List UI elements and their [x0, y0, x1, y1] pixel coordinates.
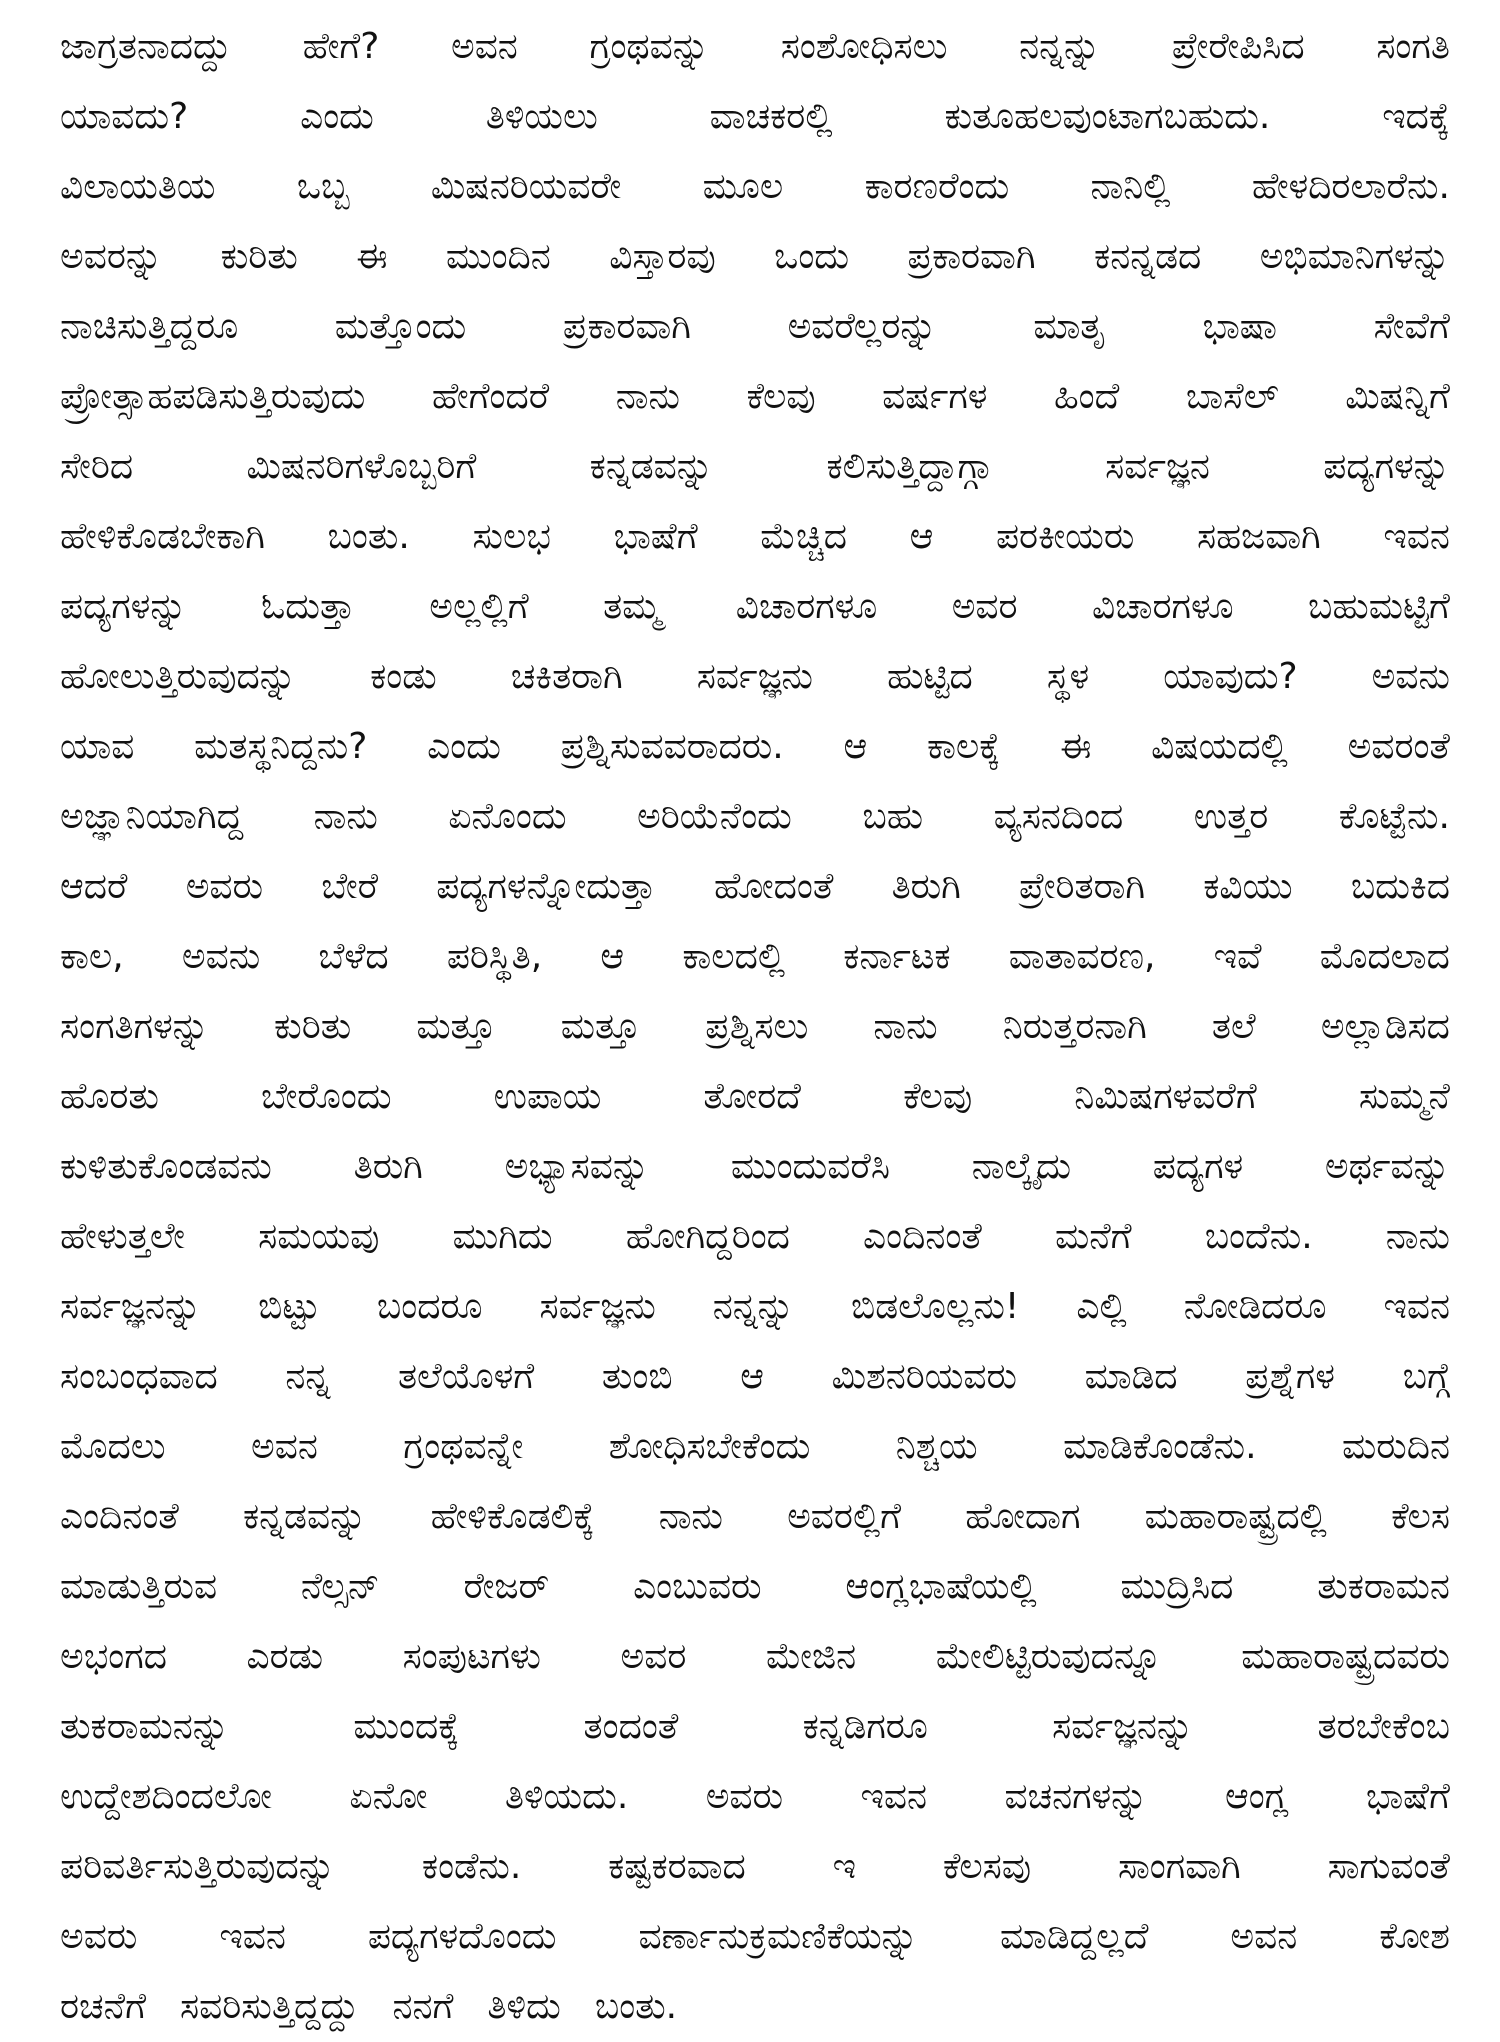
word: ಕರ್ನಾಟಕ — [843, 936, 951, 977]
word: ಮತ್ತೂ — [416, 1006, 496, 1047]
word: ಪರಿವರ್ತಿಸುತ್ತಿರುವುದನ್ನು — [60, 1846, 336, 1887]
word: ಬಂದರೂ — [376, 1286, 483, 1327]
word: ಸಾಗುವಂತೆ — [1327, 1846, 1450, 1887]
word: ವರ್ಷಗಳ — [882, 376, 988, 417]
word: ತರಬೇಕೆಂಬ — [1317, 1706, 1450, 1747]
word: ಹೇಗೆ? — [302, 26, 380, 67]
word: ಬೇರೊಂದು — [261, 1076, 392, 1117]
word: ಮೊದಲು — [60, 1426, 166, 1467]
word: ಕಂಡೆನು. — [421, 1846, 522, 1887]
word: ಹೊರತು — [60, 1076, 159, 1117]
word: ನಾನು — [313, 796, 378, 837]
word: ಕೆಲಸವು — [942, 1846, 1032, 1887]
word: ಸಹಜವಾಗಿ — [1196, 516, 1321, 557]
word: ಮತಸ್ಥನಿದ್ದನು? — [194, 726, 368, 767]
word: ಸ್ಥಳ — [1046, 656, 1090, 697]
word: ಕಲಿಸುತ್ತಿದ್ದಾಗ್ಗಾ — [826, 446, 992, 487]
word: ಬಂತು. — [327, 516, 410, 557]
word: ಹೇಳುತ್ತಲೇ — [60, 1216, 186, 1257]
word: ಮಿಶನರಿಯವರು — [831, 1356, 1017, 1397]
word: ವಚನಗಳನ್ನು — [1004, 1776, 1148, 1817]
word: ಅವನ — [251, 1426, 318, 1467]
word: ಕುತೂಹಲವುಂಟಾಗಬಹುದು. — [944, 96, 1271, 137]
word: ಮಹಾರಾಷ್ಟ್ರದಲ್ಲಿ — [1144, 1496, 1327, 1537]
word: ಸುಲಭ — [472, 516, 551, 557]
word: ಮಾಡಿದ್ದಲ್ಲದೆ — [999, 1916, 1149, 1957]
word: ಸಂಗತಿಗಳನ್ನು — [60, 1006, 209, 1047]
word: ಹೋಲುತ್ತಿರುವುದನ್ನು — [60, 656, 297, 697]
word: ಕವಿಯು — [1203, 866, 1293, 907]
text-line — [60, 1412, 1450, 1482]
word: ಅವರ — [951, 586, 1018, 627]
word: ವಿಚಾರಗಳೂ — [735, 586, 878, 627]
word: ಅವರು — [705, 1776, 784, 1817]
word: ಬಹುಮಟ್ಟಿಗೆ — [1307, 586, 1450, 627]
word: ಮೂಲ — [702, 166, 784, 207]
word: ವಿಷಯದಲ್ಲಿ — [1151, 726, 1288, 767]
word: ಆ — [740, 1356, 764, 1397]
word: ಕನ್ನಡವನ್ನು — [589, 446, 714, 487]
word: ಇವನ — [219, 1916, 286, 1957]
word: ತಿಳಿಯದು. — [504, 1776, 629, 1817]
word: ಅರ್ಥವನ್ನು — [1324, 1146, 1450, 1187]
text-line — [60, 292, 1450, 362]
text-line — [60, 222, 1450, 292]
word: ಅಲ್ಲಾಡಿಸದ — [1320, 1006, 1450, 1047]
word: ಕುಳಿತುಕೊಂಡವನು — [60, 1146, 272, 1187]
word: ಇವೆ — [1213, 936, 1262, 977]
word: ವಾಚಕರಲ್ಲಿ — [709, 96, 833, 137]
word: ರೇಜರ್ — [463, 1566, 550, 1607]
word: ನಾಲ್ಕೈದು — [971, 1146, 1072, 1187]
word: ಈ — [1060, 726, 1092, 767]
word: ಕಾಲಕ್ಕೆ — [927, 726, 1001, 767]
word: ನಾನು — [1385, 1216, 1450, 1257]
text-line — [60, 1692, 1450, 1762]
text-line — [60, 1132, 1450, 1202]
word: ಮುಂದಿನ — [445, 236, 551, 277]
word: ಉತ್ತರ — [1193, 796, 1269, 837]
word: ಉಪಾಯ — [493, 1076, 602, 1117]
text-line — [60, 502, 1450, 572]
word: ಹೋದಾಗ — [965, 1496, 1081, 1537]
word: ಆ — [843, 726, 868, 767]
word: ಪ್ರೇರೇಪಿಸಿದ — [1171, 26, 1305, 67]
word: ನಾನು — [873, 1006, 938, 1047]
word: ಮತ್ತೊಂದು — [334, 306, 467, 347]
word: ತಂದಂತೆ — [583, 1706, 679, 1747]
text-line — [60, 432, 1450, 502]
word: ನನ್ನನ್ನು — [712, 1286, 794, 1327]
text-line — [60, 1552, 1450, 1622]
kannada-paragraph — [60, 12, 1450, 2042]
word: ಅವರಂತೆ — [1347, 726, 1450, 767]
word: ಕನ್ನಡವನ್ನು — [242, 1496, 367, 1537]
word: ಮಾಡುತ್ತಿರುವ — [60, 1566, 218, 1607]
word: ಸೇರಿದ — [60, 446, 134, 487]
word: ಮಿಷನ್ನಿಗೆ — [1345, 376, 1450, 417]
text-line — [60, 1272, 1450, 1342]
word: ಕಷ್ಟಕರವಾದ — [608, 1846, 746, 1887]
word: ತಮ್ಮ — [603, 586, 662, 627]
word: ಸರ್ವಜ್ಞನು — [696, 656, 813, 697]
word: ಮತ್ತೂ — [560, 1006, 641, 1047]
word: ಅಭ್ಯಾಸವನ್ನು — [504, 1146, 650, 1187]
word: ಈ — [356, 236, 388, 277]
word: ಕನ್ನಡಿಗರೂ — [802, 1706, 928, 1747]
word: ಬಗ್ಗೆ — [1402, 1356, 1450, 1397]
word: ಮಾಡಿಕೊಂಡೆನು. — [1063, 1426, 1257, 1467]
word: ಜಾಗ್ರತನಾದದ್ದು — [60, 26, 231, 67]
word: ಭಾಷೆಗೆ — [1365, 1776, 1450, 1817]
word: ಕನನ್ನಡದ — [1094, 236, 1202, 277]
word: ವರ್ಣಾನುಕ್ರಮಣಿಕೆಯನ್ನು — [638, 1916, 918, 1957]
word: ಅವರೆಲ್ಲರನ್ನು — [787, 306, 937, 347]
word: ತಿಳಿಯಲು — [485, 96, 598, 137]
word: ಪ್ರಕಾರವಾಗಿ — [907, 236, 1036, 277]
word: ವಿಚಾರಗಳೂ — [1091, 586, 1234, 627]
word: ಅಭಿಮಾನಿಗಳನ್ನು — [1259, 236, 1450, 277]
text-line — [60, 1202, 1450, 1272]
word: ಸಂಬಂಧವಾದ — [60, 1356, 218, 1397]
word: ಪ್ರಶ್ನಿಸುವವರಾದರು. — [560, 726, 784, 767]
word: ಹೋದಂತೆ — [713, 866, 834, 907]
text-line — [60, 1902, 1450, 1972]
text-line — [60, 82, 1450, 152]
word: ಕೆಲವು — [746, 376, 816, 417]
word: ತೋರದೆ — [703, 1076, 801, 1117]
word: ಬಾಸೆಲ್ — [1185, 376, 1279, 417]
word: ಅವರು — [185, 866, 264, 907]
word: ನೋಡಿದರೂ — [1183, 1286, 1327, 1327]
word: ತಿಳಿದು — [487, 1986, 561, 2027]
word: ನಿಶ್ಚಯ — [895, 1426, 978, 1467]
word: ಮುಂದುವರೆಸಿ — [730, 1146, 890, 1187]
word: ಹುಟ್ಟಿದ — [887, 656, 973, 697]
word: ಸಮಯವು — [258, 1216, 380, 1257]
word: ಮರುದಿನ — [1341, 1426, 1450, 1467]
word: ಮಾಡಿದ — [1084, 1356, 1178, 1397]
word: ನಾನಿಲ್ಲಿ — [1090, 166, 1171, 207]
word: ಹೇಗೆಂದರೆ — [431, 376, 550, 417]
word: ಆದರೆ — [60, 866, 128, 907]
word: ಎಲ್ಲಿ — [1076, 1286, 1127, 1327]
word: ಮಿಷನರಿಯವರೇ — [430, 166, 622, 207]
text-line — [60, 852, 1450, 922]
word: ಬೇರೆ — [321, 866, 379, 907]
word: ಬೆಳೆದ — [318, 936, 389, 977]
word: ಆ — [600, 936, 625, 977]
word: ಮುಂದಕ್ಕೆ — [353, 1706, 460, 1747]
word: ಪದ್ಯಗಳನ್ನು — [1323, 446, 1450, 487]
word: ಕಾರಣರೆಂದು — [864, 166, 1010, 207]
word: ಕುರಿತು — [274, 1006, 352, 1047]
word: ಮಾತೃ — [1033, 306, 1106, 347]
word: ಎರಡು — [246, 1636, 324, 1677]
text-line — [60, 922, 1450, 992]
word: ಅವರು — [60, 1916, 138, 1957]
word: ಕಾಲ, — [60, 936, 124, 977]
word: ಪದ್ಯಗಳ — [1152, 1146, 1244, 1187]
word: ಆಂಗ್ಲಭಾಷೆಯಲ್ಲಿ — [845, 1566, 1037, 1607]
word: ಮೇಜಿನ — [765, 1636, 857, 1677]
word: ಇವನ — [1383, 516, 1450, 557]
word: ನಾನು — [615, 376, 680, 417]
word: ಮುದ್ರಿಸಿದ — [1120, 1566, 1234, 1607]
word: ಹೋಗಿದ್ದರಿಂದ — [625, 1216, 790, 1257]
word: ಹೇಳಿಕೊಡಲಿಕ್ಕೆ — [430, 1496, 595, 1537]
word: ಕುರಿತು — [220, 236, 298, 277]
text-line — [60, 1622, 1450, 1692]
text-line — [60, 1482, 1450, 1552]
word: ಏನೊಂದು — [448, 796, 567, 837]
word: ನಾನು — [658, 1496, 723, 1537]
word: ಎಂದು — [427, 726, 501, 767]
word: ಅಭಂಗದ — [60, 1636, 167, 1677]
word: ಬದುಕಿದ — [1350, 866, 1450, 907]
word: ಅರಿಯೆನೆಂದು — [637, 796, 792, 837]
word: ಕೊಟ್ಟೆನು. — [1338, 796, 1450, 837]
word: ತಲೆ — [1211, 1006, 1256, 1047]
word: ಸಂಶೋಧಿಸಲು — [780, 26, 948, 67]
word: ಕಾಲದಲ್ಲಿ — [682, 936, 786, 977]
word: ಇವನ — [1383, 1286, 1450, 1327]
word: ಕೆಲಸ — [1391, 1496, 1450, 1537]
word: ಅವನು — [1371, 656, 1450, 697]
word: ಯಾವದು? — [60, 96, 189, 137]
word: ಇದಕ್ಕೆ — [1382, 96, 1450, 137]
word: ನಾಚಿಸುತ್ತಿದ್ದರೂ — [60, 306, 239, 347]
word: ನನಗೆ — [392, 1986, 454, 2027]
word: ಮಿಷನರಿಗಳೊಬ್ಬರಿಗೆ — [246, 446, 477, 487]
word: ಬಂತು. — [594, 1986, 678, 2027]
text-line — [60, 1062, 1450, 1132]
word: ಯಾವ — [60, 726, 135, 767]
word: ಸರ್ವಜ್ಞನ — [1105, 446, 1210, 487]
word: ಮೆಚ್ಚಿದ — [760, 516, 847, 557]
word: ಬಿಟ್ಟು — [258, 1286, 320, 1327]
text-line — [60, 1972, 1450, 2042]
word: ಏನೋ — [349, 1776, 428, 1817]
word: ಪದ್ಯಗಳನ್ನೋದುತ್ತಾ — [436, 866, 656, 907]
text-line — [60, 362, 1450, 432]
word: ಕೋಶ — [1379, 1916, 1450, 1957]
word: ನಿಮಿಷಗಳವರೆಗೆ — [1074, 1076, 1257, 1117]
word: ಉದ್ದೇಶದಿಂದಲೋ — [60, 1776, 272, 1817]
word: ಬಿಡಲೊಲ್ಲನು! — [851, 1286, 1020, 1327]
word: ತಿರುಗಿ — [353, 1146, 423, 1187]
text-line — [60, 1342, 1450, 1412]
word: ಸುಮ್ಮನೆ — [1358, 1076, 1450, 1117]
word: ಹೇಳಿಕೊಡಬೇಕಾಗಿ — [60, 516, 265, 557]
word: ಭಾಷೆಗೆ — [613, 516, 698, 557]
word: ಎಂಬುವರು — [633, 1566, 762, 1607]
word: ಸೇವೆಗೆ — [1373, 306, 1450, 347]
word: ಎಂದಿನಂತೆ — [863, 1216, 982, 1257]
text-line — [60, 992, 1450, 1062]
word: ಹೇಳದಿರಲಾರೆನು. — [1251, 166, 1450, 207]
word: ಅಜ್ಞಾನಿಯಾಗಿದ್ದ — [60, 796, 244, 837]
word: ಪರಿಸ್ಥಿತಿ, — [446, 936, 543, 977]
word: ವಾತಾವರಣ, — [1008, 936, 1156, 977]
word: ನನ್ನ — [285, 1356, 331, 1397]
word: ನೆಲ್ಸನ್ — [300, 1566, 380, 1607]
word: ಒಬ್ಬ — [296, 166, 350, 207]
word: ತುಕರಾಮನ — [1317, 1566, 1450, 1607]
word: ಸರ್ವಜ್ಞನನ್ನು — [1052, 1706, 1194, 1747]
text-line — [60, 572, 1450, 642]
word: ರಚನೆಗೆ — [60, 1986, 147, 2027]
word: ಪ್ರೇರಿತರಾಗಿ — [1019, 866, 1146, 907]
word: ಕಂಡು — [370, 656, 437, 697]
word: ಅವನ — [1230, 1916, 1298, 1957]
word: ಮಹಾರಾಷ್ಟ್ರದವರು — [1241, 1636, 1450, 1677]
word: ಸಂಗತಿ — [1376, 26, 1450, 67]
word: ಎಂದು — [300, 96, 374, 137]
text-line — [60, 12, 1450, 82]
word: ತುಂಬಿ — [601, 1356, 673, 1397]
word: ಪ್ರೋತ್ಸಾಹಪಡಿಸುತ್ತಿರುವುದು — [60, 376, 366, 417]
word: ಸಂಪುಟಗಳು — [402, 1636, 541, 1677]
word: ತುಕರಾಮನನ್ನು — [60, 1706, 230, 1747]
text-line — [60, 712, 1450, 782]
word: ಸರ್ವಜ್ಞನನ್ನು — [60, 1286, 202, 1327]
word: ಅಲ್ಲಲ್ಲಿಗೆ — [429, 586, 529, 627]
word: ಓದುತ್ತಾ — [261, 586, 355, 627]
word: ಅವರನ್ನು — [60, 236, 163, 277]
word: ತಲೆಯೊಳಗೆ — [397, 1356, 535, 1397]
text-line — [60, 152, 1450, 222]
word: ಆಂಗ್ಲ — [1224, 1776, 1289, 1817]
word: ಇವನ — [860, 1776, 927, 1817]
word: ಬಂದೆನು. — [1204, 1216, 1313, 1257]
word: ಕೆಲವು — [903, 1076, 973, 1117]
word: ಸರ್ವಜ್ಞನು — [539, 1286, 656, 1327]
word: ಯಾವುದು? — [1163, 656, 1298, 697]
word: ಪದ್ಯಗಳದೊಂದು — [367, 1916, 557, 1957]
word: ತಿರುಗಿ — [891, 866, 961, 907]
word: ಚಕಿತರಾಗಿ — [510, 656, 623, 697]
word: ಅವರಲ್ಲಿಗೆ — [787, 1496, 902, 1537]
word: ಸಾಂಗವಾಗಿ — [1117, 1846, 1241, 1887]
word: ಮೊದಲಾದ — [1319, 936, 1450, 977]
word: ಪ್ರಶ್ನಿಸಲು — [705, 1006, 809, 1047]
word: ಒಂದು — [774, 236, 850, 277]
word: ವಿಸ್ತಾರವು — [609, 236, 716, 277]
word: ಅವರ — [620, 1636, 687, 1677]
word: ಮೇಲಿಟ್ಟಿರುವುದನ್ನೂ — [935, 1636, 1162, 1677]
word: ಗ್ರಂಥವನ್ನು — [589, 26, 710, 67]
text-line — [60, 1832, 1450, 1902]
word: ಇ — [832, 1846, 857, 1887]
word: ಗ್ರಂಥವನ್ನೇ — [403, 1426, 524, 1467]
word: ನನ್ನನ್ನು — [1019, 26, 1101, 67]
word: ಸವರಿಸುತ್ತಿದ್ದದ್ದು — [180, 1986, 359, 2027]
word: ನಿರುತ್ತರನಾಗಿ — [1002, 1006, 1147, 1047]
word: ಎಂದಿನಂತೆ — [60, 1496, 179, 1537]
text-line — [60, 782, 1450, 852]
word: ಪರಕೀಯರು — [995, 516, 1135, 557]
word: ಬಹು — [862, 796, 924, 837]
word: ಭಾಷಾ — [1202, 306, 1277, 347]
word: ವಿಲಾಯತಿಯ — [60, 166, 216, 207]
word: ವ್ಯಸನದಿಂದ — [993, 796, 1124, 837]
word: ಹಿಂದೆ — [1053, 376, 1120, 417]
text-line — [60, 1762, 1450, 1832]
word: ಆ — [909, 516, 934, 557]
word: ಮುಗಿದು — [452, 1216, 553, 1257]
word: ಅವನು — [181, 936, 261, 977]
word: ಪದ್ಯಗಳನ್ನು — [60, 586, 187, 627]
word: ಮನೆಗೆ — [1054, 1216, 1132, 1257]
word: ಪ್ರಶ್ನೆಗಳ — [1245, 1356, 1335, 1397]
word: ಅವನ — [450, 26, 518, 67]
word: ಶೋಧಿಸಬೇಕೆಂದು — [608, 1426, 811, 1467]
text-line — [60, 642, 1450, 712]
word: ಪ್ರಕಾರವಾಗಿ — [562, 306, 691, 347]
